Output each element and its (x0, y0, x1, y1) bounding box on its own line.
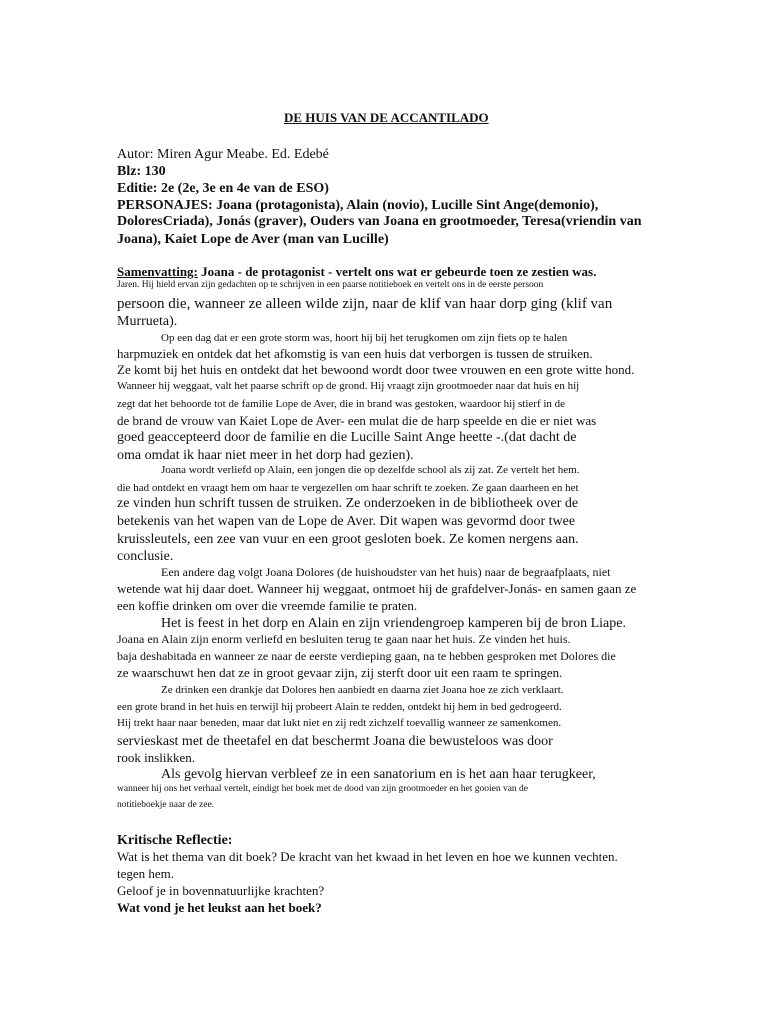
summary-line: Joana en Alain zijn enorm verliefd en besluiten terug te gaan naar het huis. Ze vinden het huis. (117, 632, 571, 646)
summary-line: conclusie. (117, 549, 174, 564)
reflection-line: Geloof je in bovennatuurlijke krachten? (117, 883, 325, 898)
summary-line: Op een dag dat er een grote storm was, hoort hij bij het terugkomen om zijn fiets op te halen (161, 332, 568, 344)
summary-line: Een andere dag volgt Joana Dolores (de huishoudster van het huis) naar de begraafplaats, niet (161, 565, 611, 579)
document-title: DE HUIS VAN DE ACCANTILADO (284, 110, 489, 125)
reflection-line: Wat vond je het leukst aan het boek? (117, 900, 322, 915)
characters-line: DoloresCriada), Jonás (graver), Ouders van Joana en grootmoeder, Teresa(vriendin van (117, 214, 642, 229)
summary-line: ze waarschuwt hen dat ze in groot gevaar zijn, zij sterft door uit een raam te springen. (117, 665, 563, 680)
summary-line: kruissleutels, een zee van vuur en een groot gesloten boek. Ze komen nergens aan. (117, 532, 579, 547)
summary-line: rook inslikken. (117, 750, 195, 765)
summary-line: notitieboekje naar de zee. (117, 800, 215, 810)
author-line: Autor: Miren Agur Meabe. Ed. Edebé (117, 147, 329, 162)
summary-line: goed geaccepteerd door de familie en die Lucille Saint Ange heette -.(dat dacht de (117, 430, 577, 445)
summary-line: ze vinden hun schrift tussen de struiken. Ze onderzoeken in de bibliotheek over de (117, 496, 579, 511)
summary-line: Murrueta). (117, 314, 178, 329)
summary-line: Joana wordt verliefd op Alain, een jongen die op dezelfde school als zij zat. Ze vertelt het hem. (161, 464, 580, 476)
summary-line: zegt dat het behoorde tot de familie Lope de Aver, die in brand was gestoken, waardoor hij stierf in de (117, 398, 566, 410)
summary-line: die had ontdekt en vraagt hem om haar te vergezellen om haar schrift te zoeken. Ze gaan daarheen en het (117, 482, 579, 494)
summary-line: harpmuziek en ontdek dat het afkomstig is van een huis dat verborgen is tussen de struiken. (117, 346, 593, 361)
pages-line: Blz: 130 (117, 164, 166, 179)
summary-line: wanneer hij ons het verhaal vertelt, eindigt het boek met de dood van zijn grootmoeder en het gooien van de (117, 784, 529, 794)
summary-line: persoon die, wanneer ze alleen wilde zijn, naar de klif van haar dorp ging (klif van (117, 296, 613, 312)
summary-line: Ze drinken een drankje dat Dolores hen aanbiedt en daarna ziet Joana hoe ze zich verklaart. (161, 684, 564, 696)
summary-line: Als gevolg hiervan verbleef ze in een sanatorium en is het aan haar terugkeer, (161, 767, 596, 782)
summary-heading-line (117, 265, 596, 279)
reflection-line: tegen hem. (117, 866, 175, 881)
summary-line: baja deshabitada en wanneer ze naar de eerste verdieping gaan, na te hebben gesproken met Dolores die (117, 649, 616, 663)
characters-line: PERSONAJES: Joana (protagonista), Alain (novio), Lucille Sint Ange(demonio), (117, 198, 599, 213)
summary-line: wetende wat hij daar doet. Wanneer hij weggaat, ontmoet hij de grafdelver-Jonás- en samen gaan ze (117, 581, 637, 596)
summary-line: een koffie drinken om over die vreemde familie te praten. (117, 598, 418, 613)
summary-line: Hij trekt haar naar beneden, maar dat lukt niet en zij redt zichzelf toevallig wanneer ze samenkomen. (117, 717, 562, 729)
summary-line: Ze komt bij het huis en ontdekt dat het bewoond wordt door twee vrouwen en een grote witte hond. (117, 362, 635, 377)
reflection-heading: Kritische Reflectie: (117, 833, 233, 848)
summary-line: Jaren. Hij hield ervan zijn gedachten op te schrijven in een paarse notitieboek en vertelt ons in de eerste persoon (117, 280, 544, 290)
edition-line: Editie: 2e (2e, 3e en 4e van de ESO) (117, 181, 329, 196)
summary-line: Wanneer hij weggaat, valt het paarse schrift op de grond. Hij vraagt zijn grootmoeder naar dat huis en hij (117, 380, 580, 392)
summary-line: Het is feest in het dorp en Alain en zijn vriendengroep kamperen bij de bron Liape. (161, 616, 626, 631)
reflection-line: Wat is het thema van dit boek? De kracht van het kwaad in het leven en hoe we kunnen vechten. (117, 849, 618, 864)
summary-line: servieskast met de theetafel en dat beschermt Joana die bewusteloos was door (117, 734, 553, 749)
summary-line: betekenis van het wapen van de Lope de Aver. Dit wapen was gevormd door twee (117, 514, 576, 529)
summary-line: een grote brand in het huis en terwijl hij probeert Alain te redden, ontdekt hij hem in bed gedrogeerd. (117, 701, 562, 713)
characters-line: Joana), Kaiet Lope de Aver (man van Lucille) (117, 232, 389, 247)
summary-line: de brand de vrouw van Kaiet Lope de Aver- een mulat die de harp speelde en die er niet was (117, 413, 597, 428)
summary-heading-rest: Joana - de protagonist - vertelt ons wat er gebeurde toen ze zestien was. (197, 264, 597, 279)
summary-line: oma omdat ik haar niet meer in het dorp had gezien). (117, 448, 414, 463)
summary-heading: Samenvatting: (117, 264, 198, 279)
